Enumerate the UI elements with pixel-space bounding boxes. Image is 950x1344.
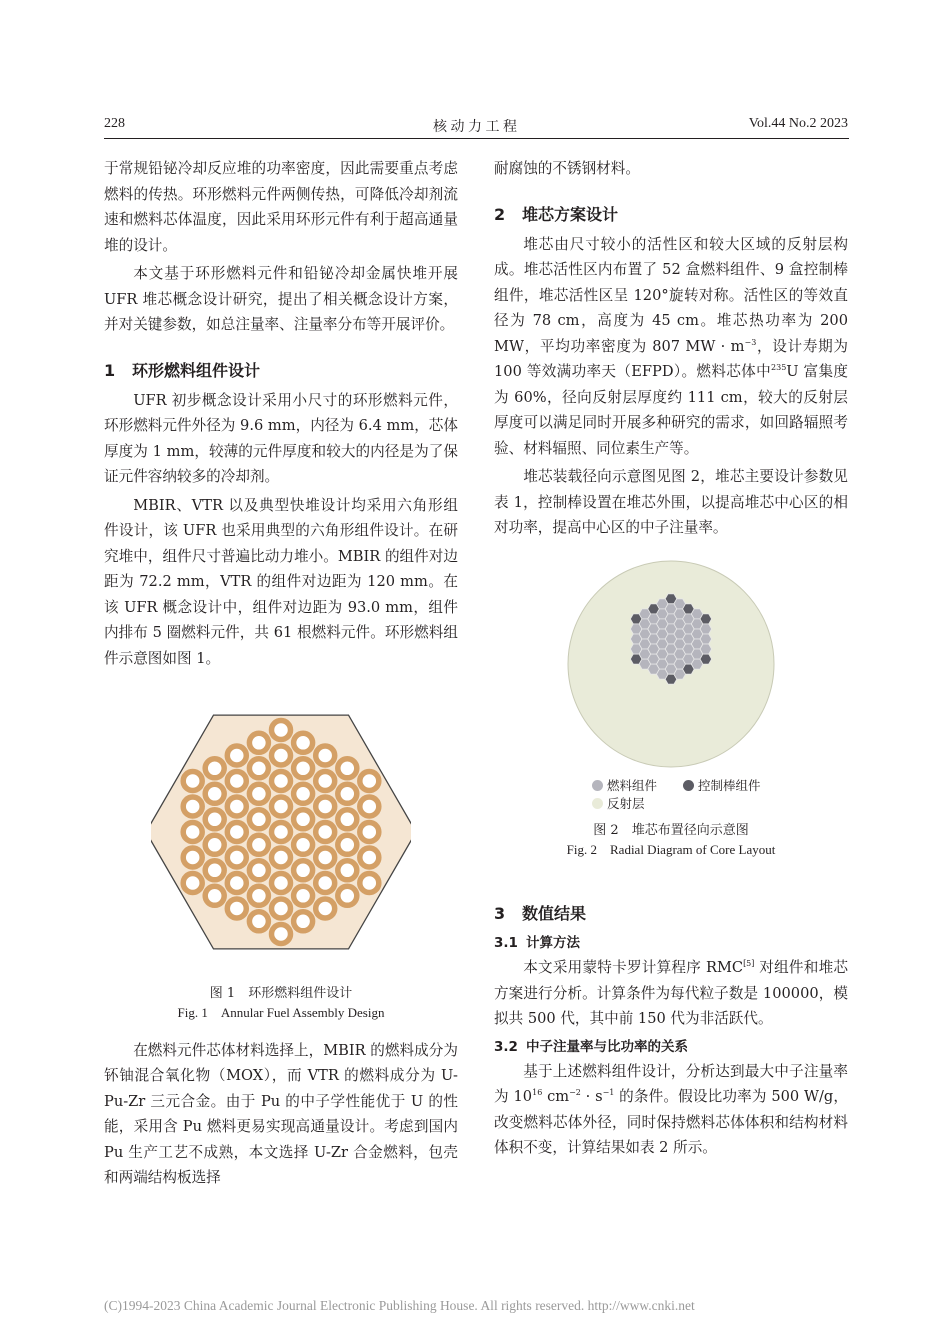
fuel-assembly-swatch — [592, 780, 603, 791]
annular-fuel-rod — [249, 861, 268, 880]
annular-fuel-rod — [272, 925, 291, 944]
annular-fuel-rod — [272, 797, 291, 816]
annular-fuel-rod — [316, 797, 335, 816]
annular-fuel-rod — [360, 823, 379, 842]
annular-fuel-rod — [338, 784, 357, 803]
header-rule — [104, 138, 849, 139]
annular-fuel-rod — [272, 823, 291, 842]
subsection-title: 计算方法 — [526, 935, 580, 951]
text-run: cm — [542, 1088, 570, 1105]
annular-fuel-rod — [205, 861, 224, 880]
annular-fuel-rod — [294, 861, 313, 880]
annular-fuel-rod — [227, 772, 246, 791]
text-run: · s — [580, 1088, 603, 1105]
annular-fuel-rod — [360, 797, 379, 816]
superscript: −3 — [744, 337, 757, 347]
annular-fuel-rod — [249, 784, 268, 803]
annular-fuel-rod — [338, 810, 357, 829]
annular-fuel-rod — [316, 848, 335, 867]
annular-fuel-rod — [338, 759, 357, 778]
fuel-assembly — [700, 634, 712, 644]
text-run: ，设计寿期为 100 等效满功率天（EFPD）。燃料芯体中 — [494, 337, 848, 380]
section-number: 2 — [494, 204, 506, 224]
annular-fuel-rod — [294, 810, 313, 829]
annular-fuel-rod — [316, 899, 335, 918]
paragraph: MBIR、VTR 以及典型快堆设计均采用六角形组件设计，该 UFR 也采用典型的六角形组件设计。在研究堆中，组件尺寸普遍比动力堆小。MBIR 的组件对边距为 72.2 mm，VTR 的组件对边距为 120 mm。在该 UFR 概念设计中，组件对边距为 93.0 mm，组件内排布 5 圈燃料元件，共 61 根燃料元件。环形燃料组件示意图如图 1。 — [104, 496, 458, 667]
reflector-swatch — [592, 798, 603, 809]
text-run: 本文采用蒙特卡罗计算程序 RMC — [523, 959, 744, 976]
annular-fuel-rod — [249, 912, 268, 931]
fuel-assembly — [700, 623, 712, 633]
annular-fuel-rod — [338, 886, 357, 905]
paragraph: 耐腐蚀的不锈钢材料。 — [494, 160, 640, 177]
section-number: 3 — [494, 904, 506, 923]
annular-fuel-rod — [294, 886, 313, 905]
legend-fuel: 燃料组件 — [592, 778, 657, 793]
right-column — [494, 156, 848, 1161]
annular-fuel-rod — [205, 784, 224, 803]
annular-fuel-rod — [205, 886, 224, 905]
annular-fuel-rod — [294, 784, 313, 803]
annular-fuel-rod — [205, 835, 224, 854]
subsection-number: 3.2 — [494, 1038, 518, 1055]
annular-fuel-rod — [338, 835, 357, 854]
annular-fuel-rod — [249, 810, 268, 829]
legend-control: 控制棒组件 — [683, 778, 761, 793]
annular-fuel-rod — [272, 772, 291, 791]
control-rod-assembly — [700, 613, 712, 623]
annular-fuel-rod — [227, 797, 246, 816]
paragraph — [494, 1059, 848, 1161]
copyright-footer: (C)1994-2023 China Academic Journal Electronic Publishing House. All rights reserved. http://www.cnki.net — [104, 1298, 695, 1313]
annular-fuel-rod — [183, 772, 202, 791]
control-rod-assembly — [700, 654, 712, 664]
annular-fuel-rod — [227, 874, 246, 893]
citation: [5] — [743, 959, 755, 969]
left-column — [104, 156, 458, 1191]
annular-fuel-rod — [183, 874, 202, 893]
figure-1 — [104, 697, 458, 1022]
fuel-assembly — [700, 644, 712, 654]
annular-fuel-rod — [183, 848, 202, 867]
annular-fuel-rod — [360, 848, 379, 867]
figure-2-caption-cn: 图 2 堆芯布置径向示意图 — [593, 823, 749, 838]
paragraph: 堆芯装载径向示意图见图 2，堆芯主要设计参数见表 1，控制棒设置在堆芯外围，以提高堆芯中心区的相对功率，提高中心区的中子注量率。 — [494, 468, 848, 536]
section-heading-3 — [494, 901, 848, 927]
paragraph — [494, 955, 848, 1032]
figure-1-caption-en: Fig. 1 Annular Fuel Assembly Design — [177, 1004, 385, 1020]
annular-fuel-rod — [249, 835, 268, 854]
section-number: 1 — [104, 360, 116, 380]
core-layout-diagram — [566, 559, 776, 769]
annular-fuel-rod — [272, 746, 291, 765]
annular-fuel-rod — [294, 912, 313, 931]
text-run: 对组件和堆芯方案进行分析。计算条件为每代粒子数是 100000，模拟共 500 代，其中前 150 代为非活跃代。 — [494, 959, 848, 1027]
annular-fuel-rod — [249, 886, 268, 905]
paragraph: 本文基于环形燃料元件和铅铋冷却金属快堆开展 UFR 堆芯概念设计研究，提出了相关概念设计方案，并对关键参数，如总注量率、注量率分布等开展评价。 — [104, 265, 458, 333]
text-run: 基于上述燃料组件设计，分析达到最大中子注量率为 10 — [494, 1062, 848, 1105]
text-run: U 富集度为 60%，径向反射层厚度约 111 cm，较大的反射层厚度可以满足同时开展多种研究的需求，如回路辐照考验、材料辐照、同位素生产等。 — [494, 363, 848, 457]
annular-fuel-rod — [249, 759, 268, 778]
annular-fuel-rod — [227, 899, 246, 918]
control-rod-swatch — [683, 780, 694, 791]
annular-fuel-rod — [249, 733, 268, 752]
page-number: 228 — [104, 116, 125, 131]
annular-fuel-rod — [205, 759, 224, 778]
legend-reflector: 反射层 — [592, 795, 848, 813]
fuel-assembly-diagram — [151, 697, 411, 967]
annular-fuel-rod — [272, 899, 291, 918]
annular-fuel-rod — [227, 823, 246, 842]
annular-fuel-rod — [272, 721, 291, 740]
figure-2-legend — [592, 777, 848, 813]
superscript: −1 — [602, 1088, 615, 1098]
annular-fuel-rod — [294, 835, 313, 854]
annular-fuel-rod — [183, 823, 202, 842]
annular-fuel-rod — [316, 874, 335, 893]
annular-fuel-rod — [227, 746, 246, 765]
superscript: −2 — [569, 1088, 581, 1098]
annular-fuel-rod — [316, 823, 335, 842]
annular-fuel-rod — [272, 874, 291, 893]
superscript: 16 — [532, 1088, 543, 1098]
section-title: 环形燃料组件设计 — [132, 360, 261, 380]
annular-fuel-rod — [205, 810, 224, 829]
subsection-heading-3-2 — [494, 1035, 848, 1059]
annular-fuel-rod — [360, 772, 379, 791]
figure-1-caption-cn: 图 1 环形燃料组件设计 — [209, 985, 353, 1001]
text-run: 堆芯由尺寸较小的活性区和较大区域的反射层构成。堆芯活性区内布置了 52 盒燃料组件、9 盒控制棒组件，堆芯活性区呈 120°旋转对称。活性区的等效直径为 78 cm，高度为 45 cm。堆芯热功率为 200 MW，平均功率密度为 807 MW · m — [494, 235, 848, 355]
annular-fuel-rod — [294, 759, 313, 778]
paragraph: UFR 初步概念设计采用小尺寸的环形燃料元件，环形燃料元件外径为 9.6 mm，内径为 6.4 mm，芯体厚度为 1 mm，较薄的元件厚度和较大的内径是为了保证元件容纳较多的冷却剂。 — [104, 391, 458, 485]
annular-fuel-rod — [316, 746, 335, 765]
paragraph: 于常规铅铋冷却反应堆的功率密度，因此需要重点考虑燃料的传热。环形燃料元件两侧传热，可降低冷却剂流速和燃料芯体温度，因此采用环形元件有利于超高通量堆的设计。 — [104, 160, 458, 254]
annular-fuel-rod — [360, 874, 379, 893]
paragraph — [494, 232, 848, 462]
section-title: 堆芯方案设计 — [522, 204, 619, 224]
subsection-title: 中子注量率与比功率的关系 — [526, 1038, 688, 1055]
annular-fuel-rod — [227, 848, 246, 867]
annular-fuel-rod — [294, 733, 313, 752]
figure-2 — [494, 559, 848, 860]
journal-name: 核 动 力 工 程 — [433, 120, 517, 135]
paragraph: 在燃料元件芯体材料选择上，MBIR 的燃料成分为钚铀混合氧化物（MOX），而 VTR 的燃料成分为 U-Pu-Zr 三元合金。由于 Pu 的中子学性能优于 U 的性能，采用含 Pu 燃料更易实现高通量设计。考虑到国内 Pu 生产工艺不成熟，本文选择 U-Zr 合金燃料，包壳和两端结构板选择 — [104, 1041, 458, 1186]
section-heading-2 — [494, 202, 848, 228]
figure-2-caption-en: Fig. 2 Radial Diagram of Core Layout — [566, 842, 776, 857]
annular-fuel-rod — [272, 848, 291, 867]
section-heading-1 — [104, 358, 458, 384]
text-run: 的条件。假设比功率为 500 W/g，改变燃料芯体外径，同时保持燃料芯体体积和结构材料体积不变，计算结果如表 2 所示。 — [494, 1088, 848, 1156]
superscript: 235 — [771, 363, 787, 373]
annular-fuel-rod — [316, 772, 335, 791]
annular-fuel-rod — [183, 797, 202, 816]
section-title: 数值结果 — [522, 904, 587, 923]
subsection-number: 3.1 — [494, 935, 518, 951]
subsection-heading-3-1 — [494, 931, 848, 955]
issue-info: Vol.44 No.2 2023 — [748, 116, 848, 131]
annular-fuel-rod — [338, 861, 357, 880]
